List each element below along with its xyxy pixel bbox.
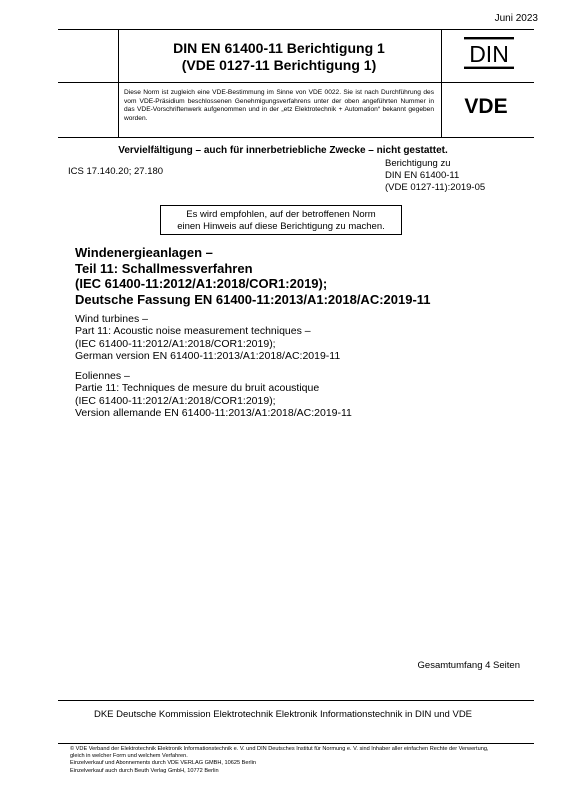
hint-line-2: einen Hinweis auf diese Berichtigung zu machen. — [177, 221, 385, 232]
copyright-footer — [70, 746, 560, 775]
title-english-line-1: Wind turbines – — [75, 313, 148, 325]
reproduction-notice: Vervielfältigung – auch für innerbetriebliche Zwecke – nicht gestattet. — [118, 145, 448, 156]
correction-line-3: (VDE 0127-11):2019-05 — [385, 182, 486, 193]
title-french — [75, 370, 352, 419]
title-german-line-2: Teil 11: Schallmessverfahren — [75, 260, 253, 276]
hint-line-1: Es wird empfohlen, auf der betroffenen Norm — [186, 209, 376, 220]
din-logo-text: DIN — [469, 41, 509, 67]
ics-code: ICS 17.140.20; 27.180 — [68, 166, 164, 177]
total-pages: Gesamtumfang 4 Seiten — [417, 660, 520, 671]
footer-line-4: Einzelverkauf auch durch Beuth Verlag GmbH, 10772 Berlin — [70, 767, 219, 774]
vde-logo — [445, 94, 527, 116]
title-english-line-3: (IEC 61400-11:2012/A1:2018/COR1:2019); — [75, 337, 276, 350]
footer-rule — [58, 743, 534, 744]
title-german-line-4: Deutsche Fassung EN 61400-11:2013/A1:2018/AC:2019-11 — [75, 291, 431, 307]
hint-box — [160, 205, 402, 235]
din-logo — [462, 36, 516, 70]
header-top-border — [58, 29, 534, 30]
footer-line-2: gleich in welcher Form und welchem Verfahren. — [70, 753, 188, 760]
title-german — [75, 245, 431, 307]
header-middle-border — [58, 82, 534, 83]
issue-date: Juni 2023 — [494, 13, 538, 24]
header-left-divider — [118, 29, 119, 137]
footer-line-3: Einzelverkauf und Abonnements durch VDE VERLAG GMBH, 10625 Berlin — [70, 760, 256, 767]
title-english — [75, 313, 340, 362]
title-french-line-3: (IEC 61400-11:2012/A1:2018/COR1:2019); — [75, 394, 276, 407]
title-english-line-4: German version EN 61400-11:2013/A1:2018/AC:2019-11 — [75, 349, 341, 362]
correction-line-2: DIN EN 61400-11 — [385, 170, 460, 181]
title-german-line-3: (IEC 61400-11:2012/A1:2018/COR1:2019); — [75, 276, 328, 291]
title-french-line-1: Eoliennes – — [75, 370, 130, 382]
correction-reference — [385, 158, 485, 194]
title-english-line-2: Part 11: Acoustic noise measurement techniques – — [75, 325, 311, 338]
correction-line-1: Berichtigung zu — [385, 158, 451, 169]
title-line-1: DIN EN 61400-11 Berichtigung 1 — [173, 40, 385, 56]
dke-top-rule — [58, 700, 534, 701]
title-french-line-4: Version allemande EN 61400-11:2013/A1:2018/AC:2019-11 — [75, 406, 352, 419]
footer-line-1: © VDE Verband der Elektrotechnik Elektronik Informationstechnik e. V. und DIN Deutsches Institut für Normung e. V. sind Inhaber aller einfachen Rechte der Verwertung, — [70, 746, 489, 752]
header-right-divider — [441, 29, 442, 137]
header-bottom-border — [58, 137, 534, 138]
vde-logo-text: VDE — [464, 95, 508, 116]
title-line-2: (VDE 0127-11 Berichtigung 1) — [181, 57, 377, 73]
title-french-line-2: Partie 11: Techniques de mesure du bruit acoustique — [75, 382, 320, 395]
vde-notice: Diese Norm ist zugleich eine VDE-Bestimmung im Sinne von VDE 0022. Sie ist nach Durchführung des vom VDE-Präsidium beschlossenen Genehmigungsverfahrens unter der oben angeführten Nummer in das VDE-Vorschriftenwerk aufgenommen und in der „etz Elektrotechnik + Automation“ bekannt gegeben worden. — [124, 89, 434, 122]
title-german-line-1: Windenergieanlagen – — [75, 245, 213, 260]
document-title — [124, 40, 434, 74]
dke-line: DKE Deutsche Kommission Elektrotechnik Elektronik Informationstechnik in DIN und VDE — [93, 709, 473, 720]
